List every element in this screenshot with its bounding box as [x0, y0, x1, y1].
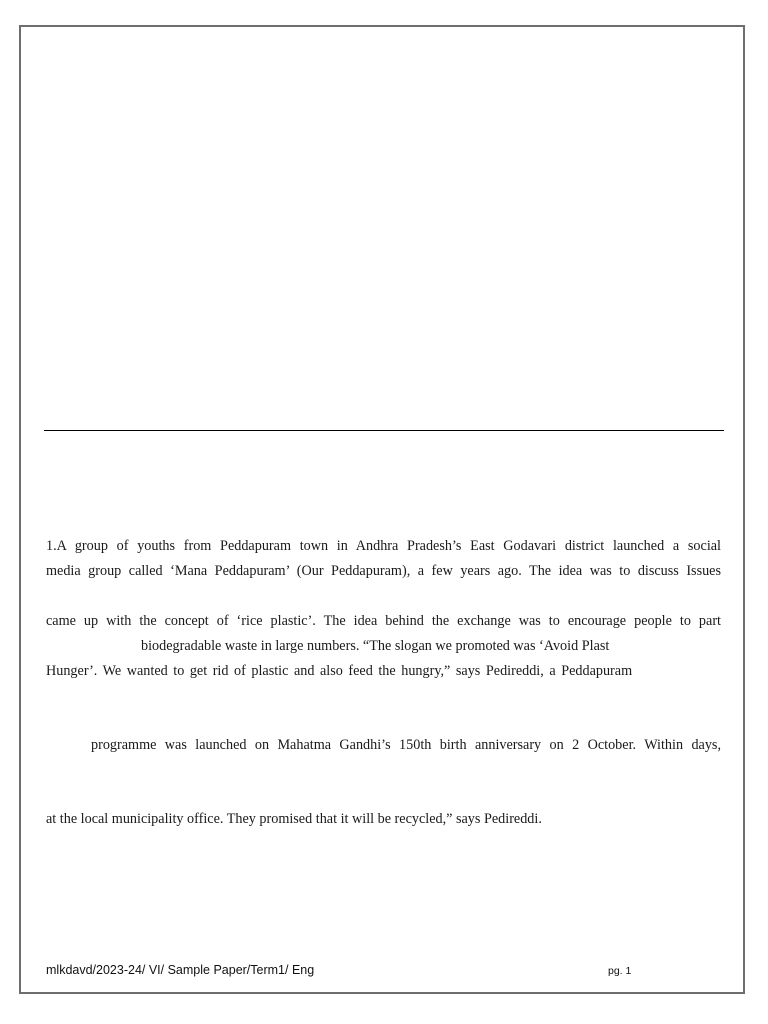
horizontal-divider — [44, 430, 724, 431]
passage-line-5: Hunger’. We wanted to get rid of plastic and also feed the hungry,” says Pedireddi, a Peddapuram — [46, 663, 633, 679]
page-border — [19, 25, 745, 994]
passage-line-4: biodegradable waste in large numbers. “The slogan we promoted was ‘Avoid Plast — [141, 638, 610, 654]
passage-line-2: media group called ‘Mana Peddapuram’ (Our Peddapuram), a few years ago. The idea was to discuss Issues — [46, 563, 721, 579]
passage-line-3: came up with the concept of ‘rice plastic’. The idea behind the exchange was to encourage people to part — [46, 613, 721, 629]
passage-line-1: 1.A group of youths from Peddapuram town in Andhra Pradesh’s East Godavari district launched a social — [46, 538, 721, 554]
footer-page-number: pg. 1 — [608, 965, 632, 977]
passage-line-6: programme was launched on Mahatma Gandhi’s 150th birth anniversary on 2 October. Within days, — [91, 737, 721, 753]
footer-document-code: mlkdavd/2023-24/ VI/ Sample Paper/Term1/ Eng — [46, 963, 315, 977]
passage-line-7: at the local municipality office. They promised that it will be recycled,” says Pedireddi. — [46, 811, 542, 827]
